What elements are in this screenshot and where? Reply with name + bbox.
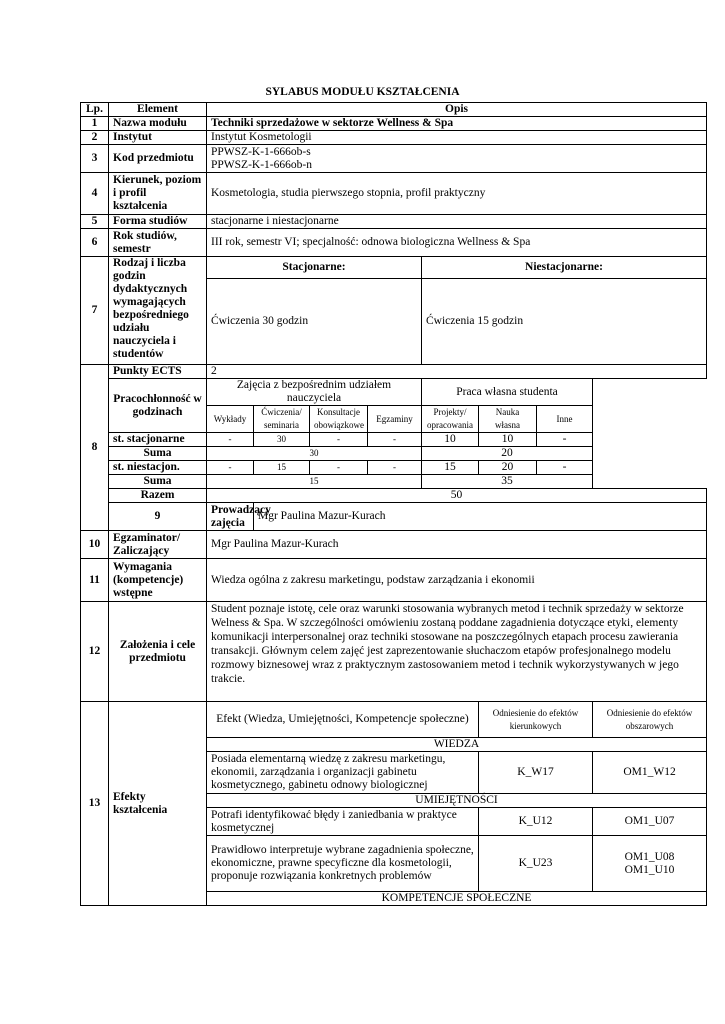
document-title: SYLABUS MODUŁU KSZTAŁCENIA [265,86,460,98]
row-label: Instytut [109,131,207,145]
opis-header: Opis [207,103,707,117]
ects-value: 2 [207,365,707,379]
row-number: 13 [81,702,109,906]
requirements-value: Wiedza ogólna z zakresu marketingu, podstaw zarządzania i ekonomii [207,559,707,602]
ects-label: Punkty ECTS [109,365,207,379]
area-reference-1: OM1_U08 [624,850,675,863]
nonstationary-projects: 15 [422,461,479,475]
row-number: 10 [81,531,109,559]
stationary-self-study: 10 [479,433,537,447]
area-reference: OM1_W12 [593,752,707,794]
institute-value: Instytut Kosmetologii [207,131,707,145]
table-row [81,173,707,215]
program-reference: K_U12 [479,808,593,836]
row-label: Prowadzący zajęcia [207,503,254,531]
stationary-sum-contact: 30 [207,447,422,461]
nonstationary-hours: Ćwiczenia 15 godzin [422,279,707,365]
row-label: Efekty kształcenia [109,702,207,906]
col-exams: Egzaminy [368,406,422,433]
table-row [81,379,707,406]
nonstationary-label: st. niestacjon. [109,461,207,475]
table-row [81,503,707,531]
module-name: Techniki sprzedażowe w sektorze Wellness & Spa [207,117,707,131]
row-label: Kierunek, poziom i profil kształcenia [109,173,207,215]
table-row [81,602,707,702]
nonstationary-other: - [537,461,593,475]
stationary-exercises: 30 [254,433,310,447]
row-number: 6 [81,229,109,257]
element-header: Element [109,103,207,117]
nonstationary-consultations: - [310,461,368,475]
nonstationary-lectures: - [207,461,254,475]
nonstationary-sum-contact: 15 [207,475,422,489]
nonstationary-exercises: 15 [254,461,310,475]
row-number: 3 [81,145,109,173]
skills-section-header: UMIEJĘTNOŚCI [207,794,707,808]
area-reference: OM1_U07 [593,808,707,836]
col-lectures: Wykłady [207,406,254,433]
stationary-projects: 10 [422,433,479,447]
table-row [81,447,707,461]
row-number: 4 [81,173,109,215]
table-row [81,702,707,738]
row-label: Rok studiów, semestr [109,229,207,257]
row-number: 12 [81,602,109,702]
row-label: Nazwa modułu [109,117,207,131]
effect-text: Posiada elementarną wiedzę z zakresu marketingu, ekonomii, zarządzania i organizacji gabinetu kosmetycznego, gabinetu odnowy biologicznej [207,752,479,794]
row-number: 2 [81,131,109,145]
workload-label: Pracochłonność w godzinach [109,379,207,433]
knowledge-section-header: WIEDZA [207,738,707,752]
row-label: Wymagania (kompetencje) wstępne [109,559,207,602]
table-row [81,559,707,602]
stationary-exams: - [368,433,422,447]
row-number: 7 [81,257,109,365]
effect-text: Potrafi identyfikować błędy i zaniedbania w praktyce kosmetycznej [207,808,479,836]
row-number: 11 [81,559,109,602]
col-projects: Projekty/ opracowania [422,406,479,433]
field-value: Kosmetologia, studia pierwszego stopnia, profil praktyczny [207,173,707,215]
stationary-hours: Ćwiczenia 30 godzin [207,279,422,365]
row-number: 1 [81,117,109,131]
col-other: Inne [537,406,593,433]
program-reference: K_U23 [479,836,593,892]
course-code-s: PPWSZ-K-1-666ob-s [211,145,311,158]
sum-label: Suma [109,447,207,461]
course-goals-value: Student poznaje istotę, cele oraz warunki stosowania wybranych metod i technik sprzedaży w sektorze Welness & Spa. W szczególności omówieniu zostaną poddane zagadnienia dotyczące etyki, elementy komunikacji interpersonalnej oraz techniki stosowane na poszczególnych etapach procesu zawierania transakcji. Głównym celem zajęć jest zaprezentowanie słuchaczom etapów profesjonalnego modelu rozmowy biznesowej wraz z praktycznym zastosowaniem metod i technik wykorzystywanych w jego trakcie. [207,602,707,702]
stationary-label: st. stacjonarne [109,433,207,447]
social-competence-section-header: KOMPETENCJE SPOŁECZNE [207,892,707,906]
stationary-sum-self: 20 [422,447,593,461]
header-row [81,103,707,117]
table-row [81,365,707,379]
course-code-cell [207,145,707,173]
row-label: Założenia i cele przedmiotu [109,602,207,702]
row-label: Egzaminator/ Zaliczający [109,531,207,559]
study-form-value: stacjonarne i niestacjonarne [207,215,707,229]
table-row [81,475,707,489]
stationary-other: - [537,433,593,447]
row-label: Rodzaj i liczba godzin dydaktycznych wymagających bezpośredniego udziału nauczyciela i studentów [109,257,207,365]
table-row [81,145,707,173]
table-row [81,531,707,559]
year-semester-value: III rok, semestr VI; specjalność: odnowa biologiczna Wellness & Spa [207,229,707,257]
total-value: 50 [207,489,707,503]
table-row [81,215,707,229]
row-number: 9 [109,503,207,531]
nonstationary-self-study: 20 [479,461,537,475]
table-row [81,461,707,475]
syllabus-table [80,102,707,906]
col-consultations: Konsultacje obowiązkowe [310,406,368,433]
table-row [81,489,707,503]
nonstationary-header: Niestacjonarne: [422,257,707,279]
row-label: Kod przedmiotu [109,145,207,173]
program-reference-header: Odniesienie do efektów kierunkowych [479,702,593,738]
row-number: 5 [81,215,109,229]
examiner-value: Mgr Paulina Mazur-Kurach [207,531,707,559]
table-row [81,433,707,447]
self-study-header: Praca własna studenta [422,379,593,406]
total-label: Razem [109,489,207,503]
nonstationary-sum-self: 35 [422,475,593,489]
stationary-consultations: - [310,433,368,447]
effect-text: Prawidłowo interpretuje wybrane zagadnienia społeczne, ekonomiczne, prawne specyficzne dla kosmetologii, proponuje rozwiązania konkretnych problemów [207,836,479,892]
col-self-study: Nauka własna [479,406,537,433]
lp-header: Lp. [81,103,109,117]
table-row [81,117,707,131]
effect-header: Efekt (Wiedza, Umiejętności, Kompetencje społeczne) [207,702,479,738]
area-reference-header: Odniesienie do efektów obszarowych [593,702,707,738]
table-row [81,131,707,145]
row-label: Forma studiów [109,215,207,229]
col-exercises: Ćwiczenia/ seminaria [254,406,310,433]
row-number: 8 [81,365,109,531]
stationary-header: Stacjonarne: [207,257,422,279]
stationary-lectures: - [207,433,254,447]
course-code-n: PPWSZ-K-1-666ob-n [211,158,312,171]
lecturer-value: Mgr Paulina Mazur-Kurach [254,503,707,531]
contact-hours-header: Zajęcia z bezpośrednim udziałem nauczyciela [207,379,422,406]
table-row [81,257,707,279]
nonstationary-exams: - [368,461,422,475]
area-reference [593,836,707,892]
program-reference: K_W17 [479,752,593,794]
table-row [81,229,707,257]
sum-label: Suma [109,475,207,489]
area-reference-2: OM1_U10 [624,863,675,876]
